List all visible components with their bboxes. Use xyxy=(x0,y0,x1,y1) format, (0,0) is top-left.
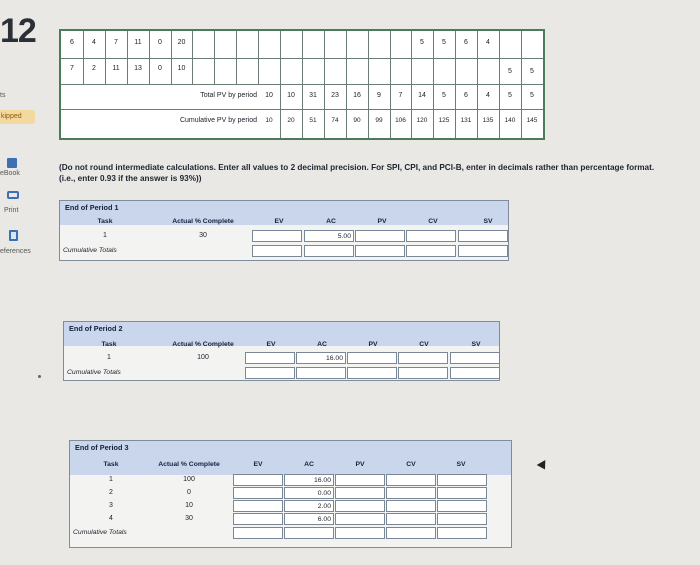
cumulative-pv-cell: 106 xyxy=(395,117,406,124)
column-header-actual-complete: Actual % Complete xyxy=(158,461,220,468)
cumulative-pv-cell: 99 xyxy=(375,117,383,124)
grid-hline xyxy=(61,109,543,110)
grid-cell: 20 xyxy=(177,39,186,46)
column-header-actual-complete: Actual % Complete xyxy=(172,341,234,348)
ac-input[interactable]: 5.00 xyxy=(304,230,354,242)
grid-hline xyxy=(61,58,543,59)
total-pv-cell: 5 xyxy=(530,92,534,99)
actual-complete-value: 100 xyxy=(183,476,195,483)
cumulative-pv-cell: 145 xyxy=(526,117,538,124)
grid-cell: 13 xyxy=(134,65,142,72)
grid-cell: 5 xyxy=(508,68,512,75)
cumulative-pv-cell: 20 xyxy=(287,117,295,124)
sv-input[interactable] xyxy=(437,474,487,486)
actual-complete-value: 0 xyxy=(187,489,191,496)
grid-cell: 0 xyxy=(158,39,162,46)
period-title: End of Period 2 xyxy=(66,323,126,334)
actual-complete-value: 100 xyxy=(197,354,209,361)
cumulative-pv-cell: 135 xyxy=(482,117,494,124)
cumulative-pv-label: Cumulative PV by period xyxy=(179,117,257,124)
cumulative-input[interactable] xyxy=(386,527,436,539)
period3-table xyxy=(69,440,512,548)
total-pv-cell: 31 xyxy=(309,92,317,99)
cumulative-input[interactable] xyxy=(437,527,487,539)
total-pv-cell: 10 xyxy=(265,92,273,99)
pv-input[interactable] xyxy=(335,500,385,512)
cumulative-pv-cell: 120 xyxy=(416,117,428,124)
actual-complete-value: 30 xyxy=(185,515,193,522)
column-header-pv: PV xyxy=(355,461,365,468)
skipped-badge: kipped xyxy=(0,110,35,124)
cumulative-input[interactable] xyxy=(245,367,295,379)
task-number: 1 xyxy=(109,476,113,483)
grid-cell: 2 xyxy=(92,65,96,72)
grid-cell: 4 xyxy=(92,39,96,46)
cumulative-input[interactable] xyxy=(304,245,354,257)
cumulative-input[interactable] xyxy=(398,367,448,379)
column-header-ev: EV xyxy=(274,218,284,225)
cv-input[interactable] xyxy=(386,474,436,486)
total-pv-cell: 9 xyxy=(377,92,381,99)
table-header-band xyxy=(70,441,511,475)
grid-cell: 11 xyxy=(112,65,120,72)
grid-cell: 6 xyxy=(464,39,468,46)
ev-input[interactable] xyxy=(233,474,283,486)
cv-input[interactable] xyxy=(386,500,436,512)
total-pv-cell: 7 xyxy=(398,92,403,99)
grid-cell: 5 xyxy=(442,39,446,46)
total-pv-label: Total PV by period xyxy=(200,92,257,99)
grid-hline xyxy=(61,84,543,85)
ac-input[interactable]: 16.00 xyxy=(296,352,346,364)
pv-schedule-grid xyxy=(59,29,545,140)
cumulative-pv-cell: 74 xyxy=(331,117,339,124)
task-number: 4 xyxy=(109,515,113,522)
cumulative-totals-label: Cumulative Totals xyxy=(67,369,121,376)
column-header-ev: EV xyxy=(253,461,263,468)
actual-complete-value: 10 xyxy=(185,502,193,509)
ac-input[interactable]: 2.00 xyxy=(284,500,334,512)
ebook-link[interactable]: eBook xyxy=(0,170,20,177)
print-icon[interactable] xyxy=(7,191,19,199)
task-number: 2 xyxy=(109,489,113,496)
grid-cell: 10 xyxy=(177,65,186,72)
cumulative-totals-label: Cumulative Totals xyxy=(73,529,127,536)
period2-table xyxy=(63,321,500,381)
cumulative-pv-cell: 51 xyxy=(309,117,317,124)
period-title: End of Period 1 xyxy=(62,202,122,213)
cumulative-pv-cell: 10 xyxy=(265,117,273,124)
cv-input[interactable] xyxy=(398,352,448,364)
task-number: 1 xyxy=(107,354,111,361)
references-icon[interactable] xyxy=(9,230,18,241)
ebook-icon[interactable] xyxy=(7,158,17,168)
ev-input[interactable] xyxy=(233,513,283,525)
column-header-cv: CV xyxy=(419,341,429,348)
column-header-cv: CV xyxy=(428,218,438,225)
cumulative-input[interactable] xyxy=(284,527,334,539)
column-header-sv: SV xyxy=(456,461,466,468)
grid-cell: 6 xyxy=(70,39,74,46)
instructions-text: (Do not round intermediate calculations. Enter all values to 2 decimal precision. For SPI, CPI, and PCI-B, enter in decimals rather than percentage format. (i.e., enter 0.93 if the answer is 93%)) xyxy=(59,163,655,183)
total-pv-cell: 14 xyxy=(418,92,426,99)
grid-cell: 5 xyxy=(530,68,534,75)
sidebar-points-label: ts xyxy=(0,92,6,99)
references-link[interactable]: eferences xyxy=(0,248,31,255)
cumulative-pv-cell: 140 xyxy=(504,117,516,124)
cumulative-input[interactable] xyxy=(233,527,283,539)
column-header-cv: CV xyxy=(406,461,416,468)
cumulative-input[interactable] xyxy=(335,527,385,539)
actual-complete-value: 30 xyxy=(199,232,207,239)
cumulative-input[interactable] xyxy=(450,367,500,379)
ev-input[interactable] xyxy=(252,230,302,242)
grid-cell: 7 xyxy=(70,65,74,72)
total-pv-cell: 6 xyxy=(464,92,468,99)
task-column-header: Task xyxy=(101,341,117,348)
grid-cell: 4 xyxy=(486,39,490,46)
total-pv-cell: 23 xyxy=(331,92,339,99)
grid-cell: 5 xyxy=(420,39,424,46)
pv-input[interactable] xyxy=(335,487,385,499)
ev-input[interactable] xyxy=(233,487,283,499)
column-header-sv: SV xyxy=(471,341,481,348)
task-column-header: Task xyxy=(97,218,113,225)
total-pv-cell: 5 xyxy=(442,92,446,99)
ev-input[interactable] xyxy=(245,352,295,364)
pv-input[interactable] xyxy=(355,230,405,242)
total-pv-cell: 16 xyxy=(353,92,361,99)
cumulative-input[interactable] xyxy=(355,245,405,257)
period1-table xyxy=(59,200,509,261)
mouse-cursor-icon xyxy=(537,460,550,472)
column-header-ac: AC xyxy=(304,461,314,468)
bullet-dot xyxy=(38,375,41,378)
cumulative-pv-cell: 131 xyxy=(460,117,472,124)
cumulative-totals-label: Cumulative Totals xyxy=(63,247,117,254)
sv-input[interactable] xyxy=(450,352,500,364)
cumulative-input[interactable] xyxy=(458,245,508,257)
print-link[interactable]: Print xyxy=(4,207,19,214)
column-header-ev: EV xyxy=(266,341,276,348)
pv-input[interactable] xyxy=(335,474,385,486)
cumulative-input[interactable] xyxy=(296,367,346,379)
period-title: End of Period 3 xyxy=(72,442,132,453)
column-header-sv: SV xyxy=(483,218,493,225)
task-number: 3 xyxy=(109,502,113,509)
sv-input[interactable] xyxy=(437,500,487,512)
sv-input[interactable] xyxy=(437,487,487,499)
pv-input[interactable] xyxy=(335,513,385,525)
question-number: 12 xyxy=(0,12,36,50)
column-header-ac: AC xyxy=(326,218,336,225)
sv-input[interactable] xyxy=(437,513,487,525)
column-header-pv: PV xyxy=(377,218,387,225)
sv-input[interactable] xyxy=(458,230,508,242)
ac-input[interactable]: 6.00 xyxy=(284,513,334,525)
cv-input[interactable] xyxy=(406,230,456,242)
ac-input[interactable]: 0.00 xyxy=(284,487,334,499)
pv-input[interactable] xyxy=(347,352,397,364)
cv-input[interactable] xyxy=(386,487,436,499)
total-pv-cell: 4 xyxy=(486,92,490,99)
grid-cell: 7 xyxy=(114,39,118,46)
ev-input[interactable] xyxy=(233,500,283,512)
task-column-header: Task xyxy=(103,461,119,468)
total-pv-cell: 10 xyxy=(287,92,295,99)
column-header-ac: AC xyxy=(317,341,327,348)
column-header-actual-complete: Actual % Complete xyxy=(172,218,234,225)
cumulative-pv-cell: 125 xyxy=(438,117,450,124)
cumulative-pv-cell: 90 xyxy=(353,117,361,124)
total-pv-cell: 5 xyxy=(508,92,512,99)
cv-input[interactable] xyxy=(386,513,436,525)
grid-cell: 11 xyxy=(134,39,142,46)
cumulative-input[interactable] xyxy=(347,367,397,379)
task-number: 1 xyxy=(103,232,107,239)
cumulative-input[interactable] xyxy=(252,245,302,257)
column-header-pv: PV xyxy=(368,341,378,348)
grid-cell: 0 xyxy=(158,65,162,72)
cumulative-input[interactable] xyxy=(406,245,456,257)
ac-input[interactable]: 16.00 xyxy=(284,474,334,486)
